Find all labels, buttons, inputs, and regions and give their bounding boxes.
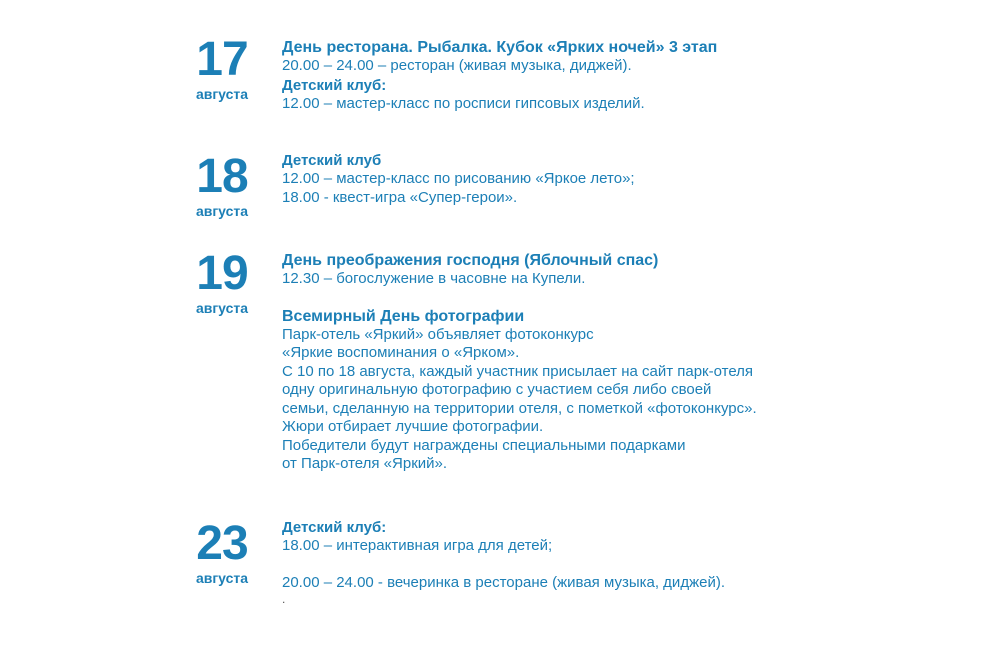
trailing-dot: . (282, 592, 286, 606)
event-line: от Парк-отеля «Яркий». (282, 455, 448, 472)
event-heading: День ресторана. Рыбалка. Кубок «Ярких ночей» 3 этап (282, 39, 718, 56)
day-number: 23 (196, 517, 248, 570)
event-line: Победители будут награждены специальными подарками (282, 436, 686, 454)
event-line: 18.00 – интерактивная игра для детей; (282, 537, 553, 554)
date-block (186, 247, 258, 316)
event-content (282, 151, 982, 207)
date-block (186, 33, 258, 102)
month-label: августа (195, 86, 249, 102)
date-block (186, 517, 258, 586)
month-label: августа (195, 300, 249, 316)
event-heading-photo-day: Всемирный День фотографии (282, 307, 525, 325)
event-line: С 10 по 18 августа, каждый участник присылает на сайт парк-отеля (282, 362, 754, 380)
event-heading: Детский клуб (282, 152, 382, 169)
event-content (282, 518, 982, 606)
event-line: Парк-отель «Яркий» объявляет фотоконкурс (282, 325, 594, 343)
day-number: 18 (196, 150, 248, 203)
event-subheading: Детский клуб: (282, 76, 387, 94)
event-content (282, 251, 982, 474)
event-heading: День преображения господня (Яблочный спас) (282, 252, 659, 269)
event-heading: Детский клуб: (282, 519, 387, 536)
event-line: 12.00 – мастер-класс по рисованию «Яркое лето»; (282, 170, 635, 187)
event-line: 20.00 – 24.00 – ресторан (живая музыка, диджей). (282, 57, 632, 74)
event-line: семьи, сделанную на территории отеля, с пометкой «фотоконкурс». (282, 399, 757, 417)
event-line: «Яркие воспоминания о «Ярком». (282, 344, 520, 361)
day-number: 17 (196, 33, 248, 86)
date-block (186, 150, 258, 219)
day-number: 19 (196, 247, 248, 300)
event-line: 12.00 – мастер-класс по росписи гипсовых изделий. (282, 94, 645, 112)
month-label: августа (195, 203, 249, 219)
event-line: 18.00 - квест-игра «Супер-герои». (282, 188, 518, 206)
event-line: 20.00 – 24.00 - вечеринка в ресторане (живая музыка, диджей). (282, 573, 725, 591)
month-label: августа (195, 570, 249, 586)
event-content (282, 38, 982, 113)
spacer (282, 556, 982, 574)
event-line: Жюри отбирает лучшие фотографии. (282, 418, 544, 435)
spacer (282, 289, 982, 307)
event-line: 12.30 – богослужение в часовне на Купели. (282, 270, 586, 287)
event-line: одну оригинальную фотографию с участием себя либо своей (282, 381, 712, 398)
